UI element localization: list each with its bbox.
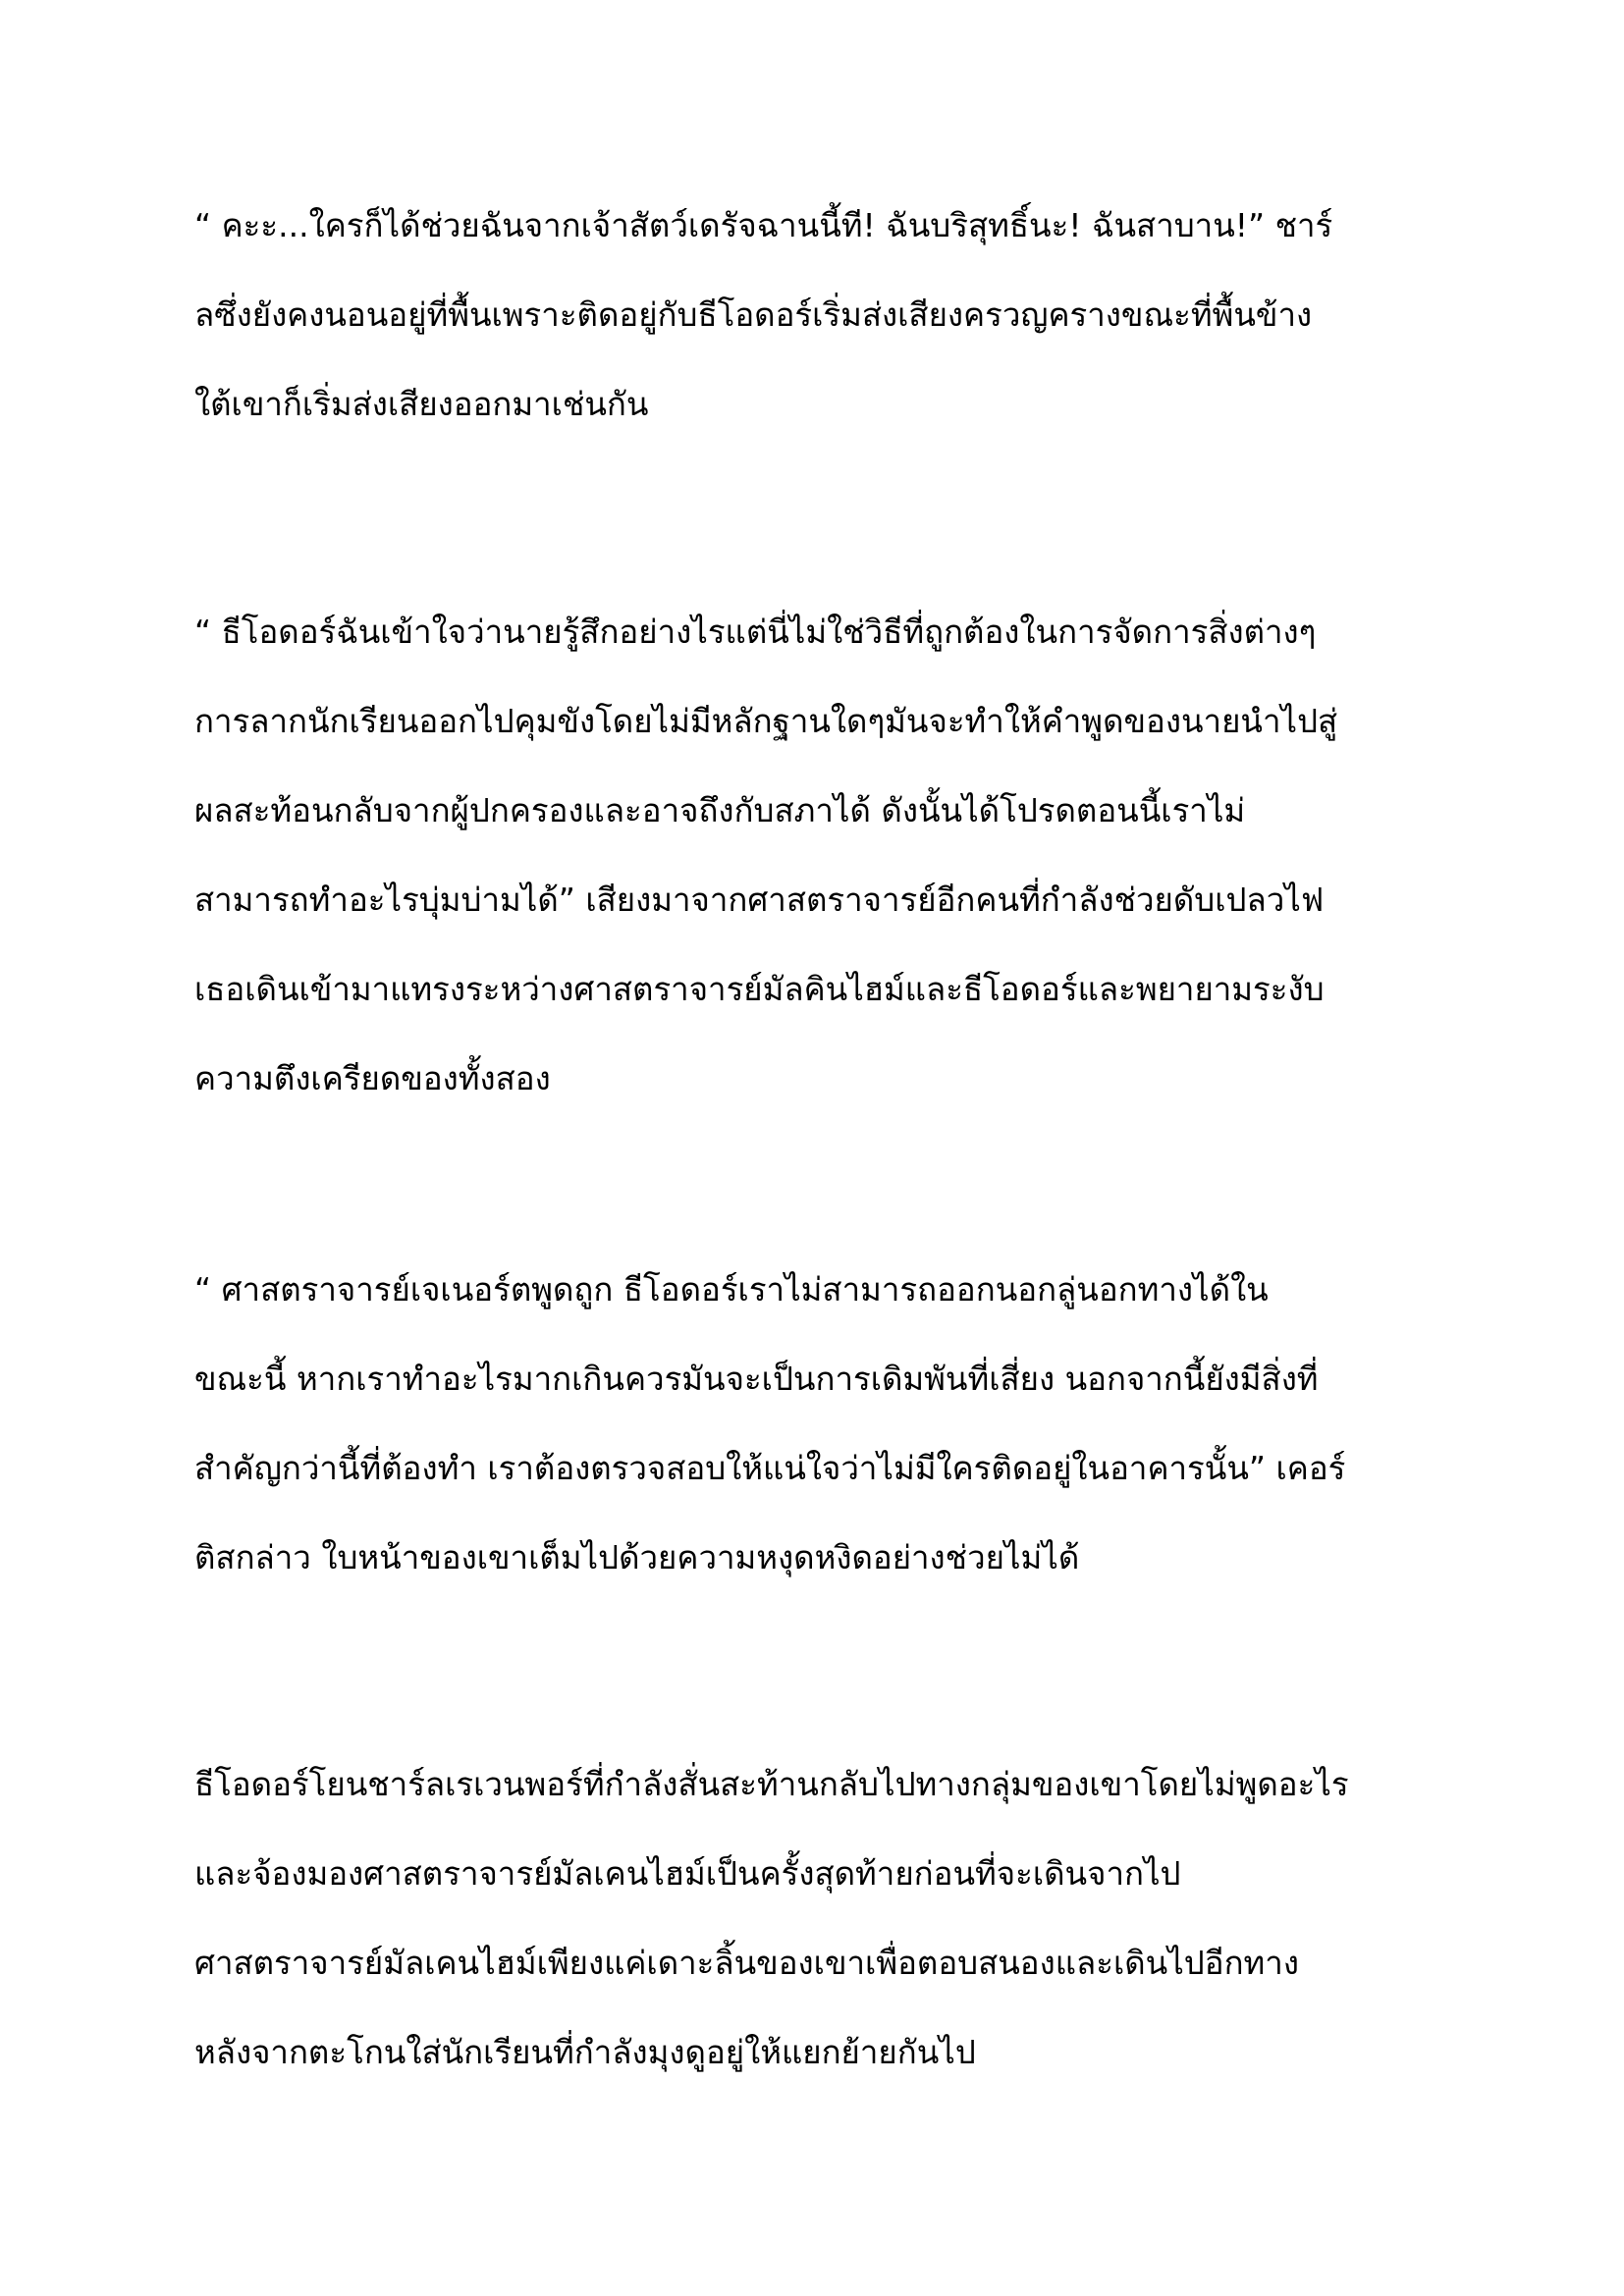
paragraph-line: ธีโอดอร์โยนชาร์ลเรเวนพอร์ที่กำลังสั่นสะท้านกลับไปทางกลุ่มของเขาโดยไม่พูดอะไร (194, 1765, 1349, 1803)
paragraph-line: ความตึงเครียดของทั้งสอง (194, 1059, 551, 1097)
paragraph-line: สามารถทำอะไรบุ่มบ่ามได้” เสียงมาจากศาสตราจารย์อีกคนที่กำลังช่วยดับเปลวไฟ (194, 881, 1325, 919)
paragraph-line: “ ศาสตราจารย์เจเนอร์ตพูดถูก ธีโอดอร์เราไม่สามารถออกนอกลู่นอกทางได้ใน (194, 1270, 1269, 1308)
paragraph-line: ศาสตราจารย์มัลเคนไฮม์เพียงแค่เดาะลิ้นของเขาเพื่อตอบสนองและเดินไปอีกทาง (194, 1944, 1299, 1982)
paragraph-line: ลซึ่งยังคงนอนอยู่ที่พื้นเพราะติดอยู่กับธีโอดอร์เริ่มส่งเสียงครวญครางขณะที่พื้นข้าง (194, 295, 1313, 334)
paragraph-line: ติสกล่าว ใบหน้าของเขาเต็มไปด้วยความหงุดหงิดอย่างช่วยไม่ได้ (194, 1538, 1080, 1576)
paragraph-line: ใต้เขาก็เริ่มส่งเสียงออกมาเช่นกัน (194, 385, 649, 423)
paragraph-line: “ คะะ...ใครก็ได้ช่วยฉันจากเจ้าสัตว์เดรัจฉานนี้ที! ฉันบริสุทธิ์นะ! ฉันสาบาน!” ชาร์ (194, 206, 1333, 244)
paragraph-line: ผลสะท้อนกลับจากผู้ปกครองและอาจถึงกับสภาได้ ดังนั้นได้โปรดตอนนี้เราไม่ (194, 791, 1246, 829)
paragraph-line: “ ธีโอดอร์ฉันเข้าใจว่านายรู้สึกอย่างไรแต่นี่ไม่ใช่วิธีที่ถูกต้องในการจัดการสิ่งต่างๆ (194, 613, 1317, 651)
paragraph-line: ขณะนี้ หากเราทำอะไรมากเกินควรมันจะเป็นการเดิมพันที่เสี่ยง นอกจากนี้ยังมีสิ่งที่ (194, 1360, 1319, 1398)
paragraph-line: และจ้องมองศาสตราจารย์มัลเคนไฮม์เป็นครั้งสุดท้ายก่อนที่จะเดินจากไป (194, 1854, 1181, 1893)
paragraph-line: เธอเดินเข้ามาแทรงระหว่างศาสตราจารย์มัลคินไฮม์และธีโอดอร์และพยายามระงับ (194, 970, 1325, 1008)
paragraph-line: สำคัญกว่านี้ที่ต้องทำ เราต้องตรวจสอบให้แน่ใจว่าไม่มีใครติดอยู่ในอาคารนั้น” เคอร์ (194, 1449, 1346, 1487)
paragraph-line: หลังจากตะโกนใส่นักเรียนที่กำลังมุงดูอยู่ให้แยกย้ายกันไป (194, 2033, 976, 2071)
paragraph-line: การลากนักเรียนออกไปคุมขังโดยไม่มีหลักฐานใดๆมันจะทำให้คำพูดของนายนำไปสู่ (194, 702, 1338, 740)
